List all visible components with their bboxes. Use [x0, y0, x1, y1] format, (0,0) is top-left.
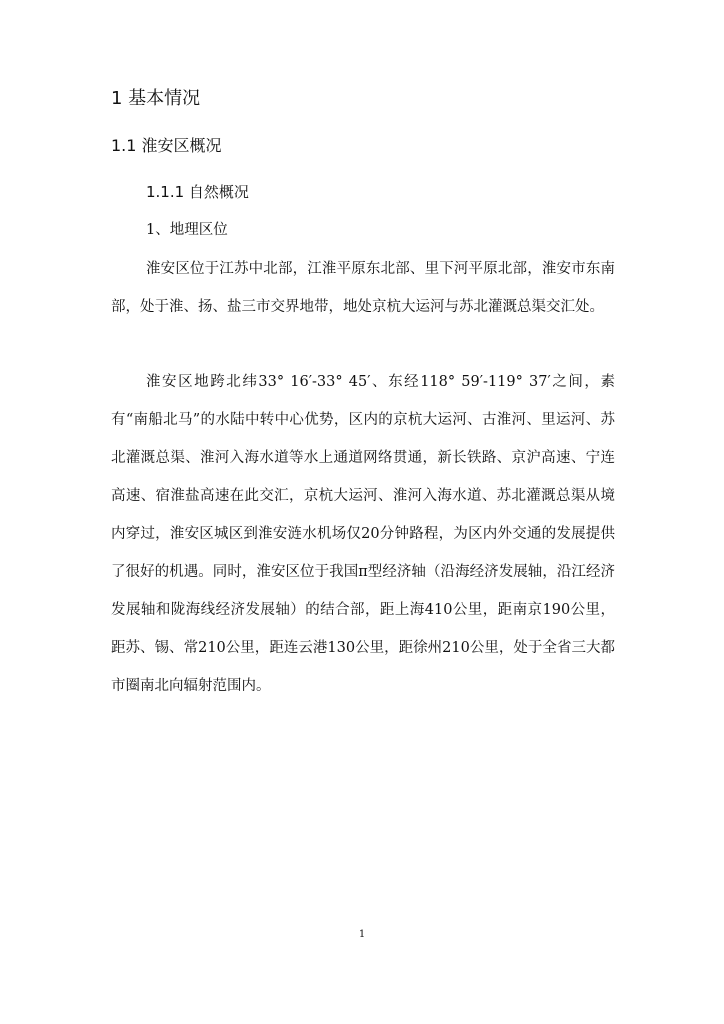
page-number: 1 [358, 929, 366, 940]
section-heading-1: 1 基本情况 [111, 88, 201, 109]
section-heading-1-1-1: 1.1.1 自然概况 [146, 183, 249, 201]
paragraph-location-detail: 淮安区地跨北纬33° 16′-33° 45′、东经118° 59′-119° 37′之间，素有“南船北马”的水陆中转中心优势，区内的京杭大运河、古淮河、里运河、苏北灌溉总渠、淮河入海水道等水上通道网络贯通，新长铁路、京沪高速、宁连高速、宿淮盐高速在此交汇，京杭大运河、淮河入海水道、苏北灌溉总渠从境内穿过，淮安区城区到淮安涟水机场仅20分钟路程，为区内外交通的发展提供了很好的机遇。同时，淮安区位于我国π型经济轴（沿海经济发展轴，沿江经济发展轴和陇海线经济发展轴）的结合部，距上海410公里，距南京190公里，距苏、锡、常210公里，距连云港130公里，距徐州210公里，处于全省三大都市圈南北向辐射范围内。 [111, 374, 615, 694]
subsection-label-location: 1、地理区位 [146, 222, 228, 238]
section-heading-1-1: 1.1 淮安区概况 [111, 136, 222, 155]
paragraph-location-overview: 淮安区位于江苏中北部，江淮平原东北部、里下河平原北部，淮安市东南部，处于淮、扬、盐三市交界地带，地处京杭大运河与苏北灌溉总渠交汇处。 [111, 261, 615, 315]
